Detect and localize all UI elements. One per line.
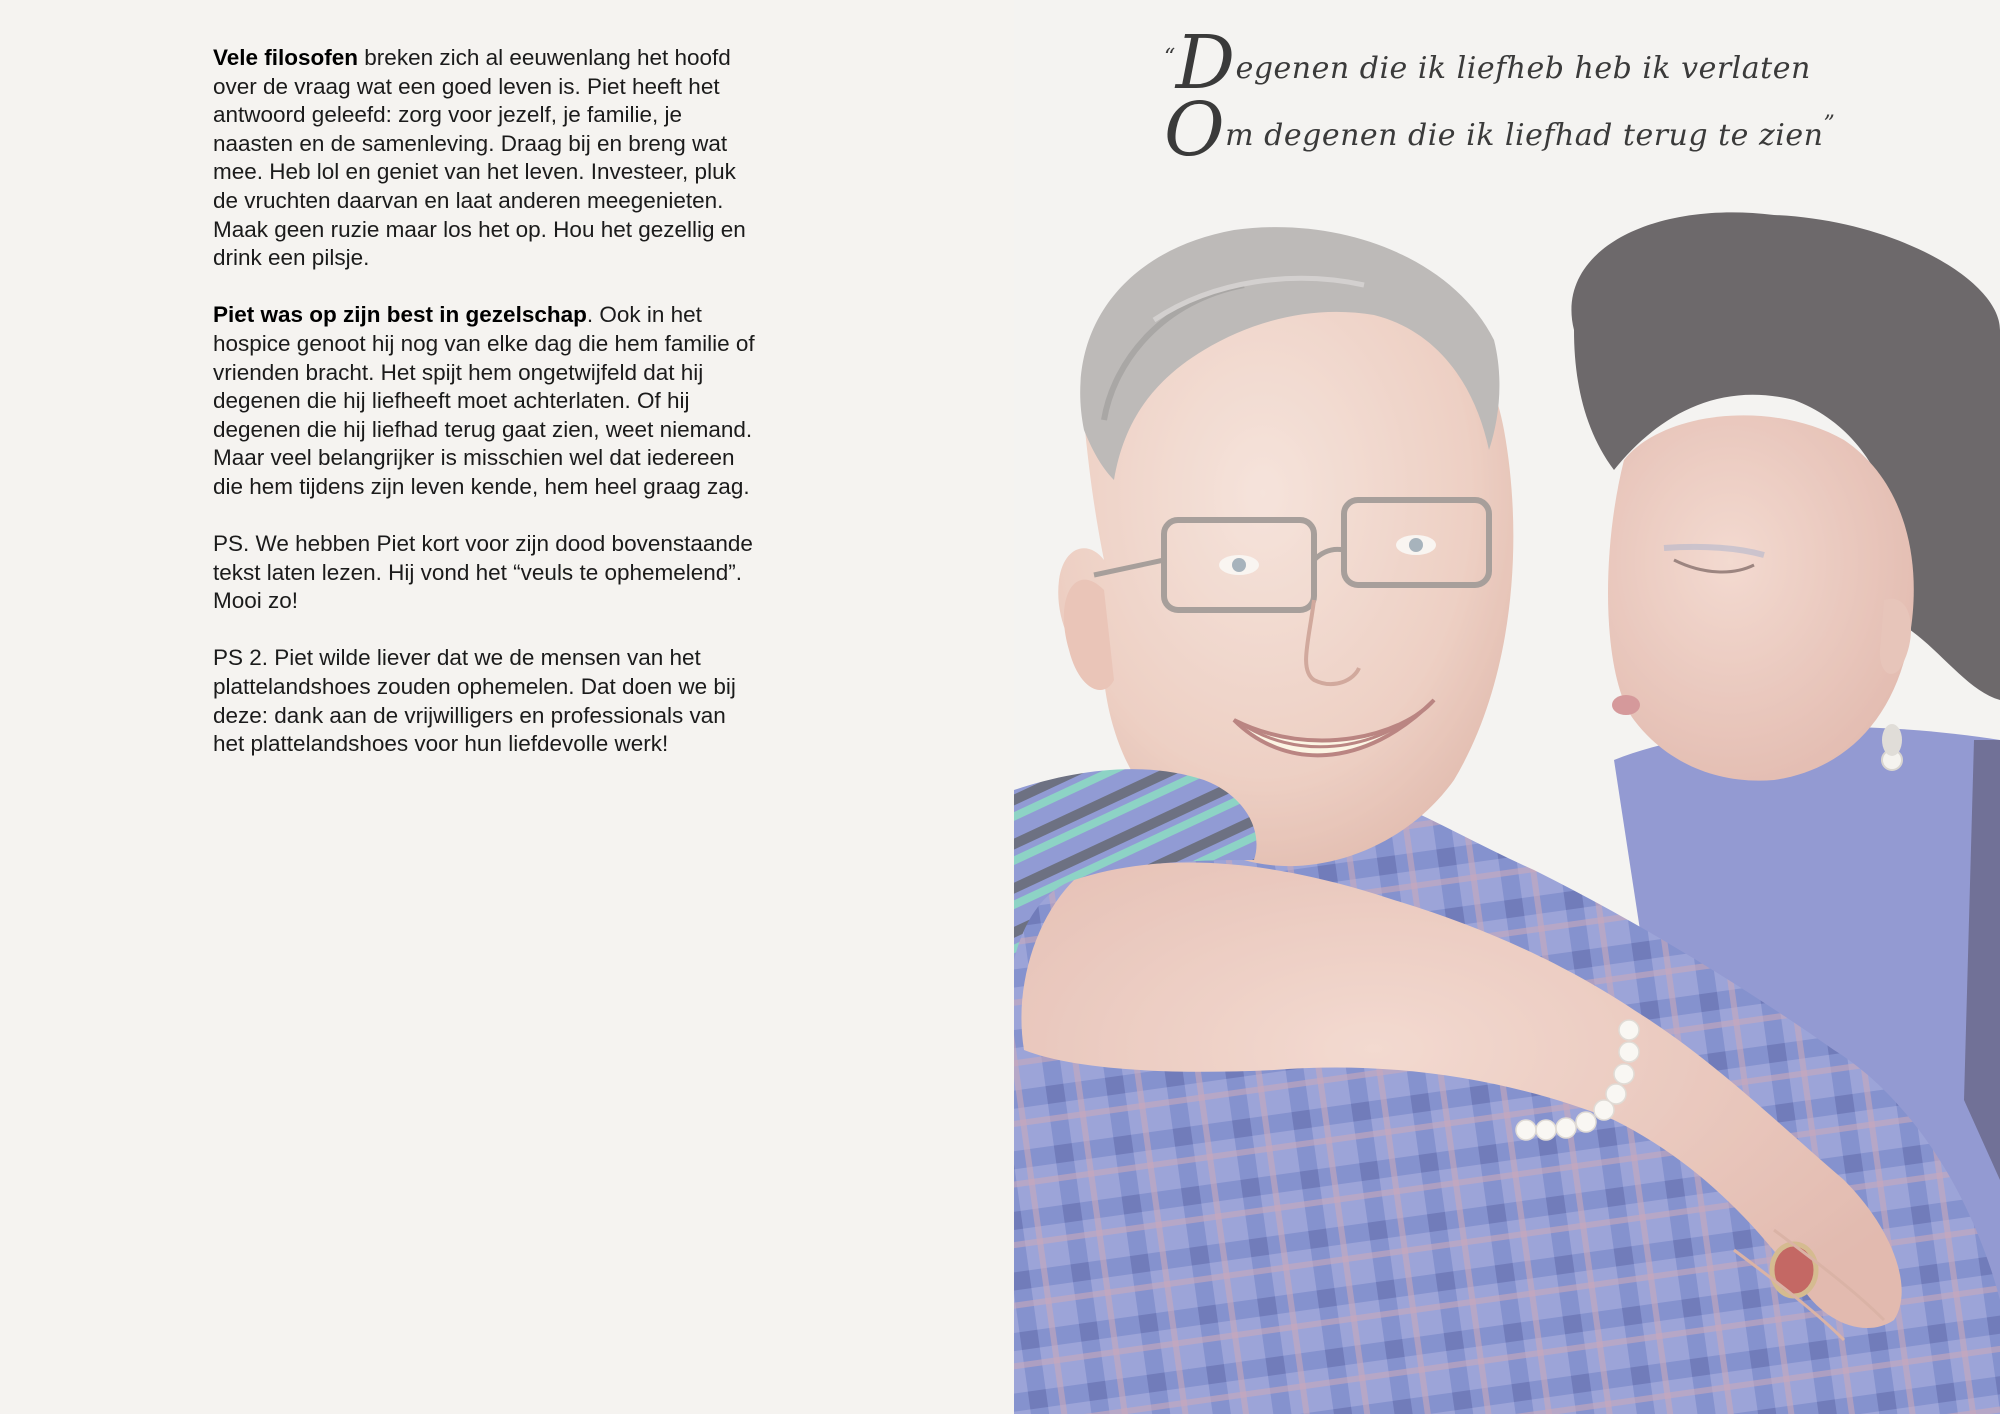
- couple-photo: [1014, 0, 2000, 1414]
- quote-line-2-text: m degenen die ik liefhad terug te zien: [1225, 118, 1824, 153]
- paragraph-3-body: PS. We hebben Piet kort voor zijn dood bovenstaande tekst laten lezen. Hij vond het “veuls te ophemelend”. Mooi zo!: [213, 531, 753, 614]
- right-page: [1014, 0, 2000, 1414]
- paragraph-1: [213, 44, 758, 273]
- paragraph-1-body: breken zich al eeuwenlang het hoofd over de vraag wat een goed leven is. Piet heeft het antwoord geleefd: zorg voor jezelf, je familie, je naasten en de samenleving. Draag bij en breng wat mee. Heb lol en geniet van het leven. Investeer, pluk de vruchten daarvan en laat anderen meegenieten. Maak geen ruzie maar los het op. Hou het gezellig en drink een pilsje.: [213, 45, 746, 271]
- paragraph-4-body: PS 2. Piet wilde liever dat we de mensen van het plattelandshoes zouden ophemelen. Dat doen we bij deze: dank aan de vrijwilligers en professionals van het plattelandshoes voor hun liefdevolle werk!: [213, 645, 736, 757]
- paragraph-2: [213, 301, 758, 501]
- text-column: [213, 44, 758, 787]
- memorial-quote: [1164, 20, 1836, 173]
- quote-initial-d: D: [1175, 20, 1236, 106]
- quote-line-1-text: egenen die ik liefheb heb ik verlaten: [1235, 51, 1811, 86]
- paragraph-2-lead: Piet was op zijn best in gezelschap: [213, 302, 587, 328]
- paragraph-4: [213, 644, 758, 758]
- quote-open-mark: “: [1164, 45, 1176, 70]
- quote-close-mark: ”: [1823, 112, 1836, 137]
- paragraph-2-body: . Ook in het hospice genoot hij nog van elke dag die hem familie of vrienden bracht. Het spijt hem ongetwijfeld dat hij degenen die hij liefheeft moet achterlaten. Of hij degenen die hij liefhad terug gaat zien, weet niemand. Maar veel belangrijker is misschien wel dat iedereen die hem tijdens zijn leven kende, hem heel graag zag.: [213, 302, 755, 499]
- paragraph-3: [213, 530, 758, 616]
- quote-line-1: [1164, 20, 1811, 106]
- quote-initial-o: O: [1164, 87, 1226, 173]
- paragraph-1-lead: Vele filosofen: [213, 45, 359, 70]
- quote-line-2: [1164, 87, 1836, 173]
